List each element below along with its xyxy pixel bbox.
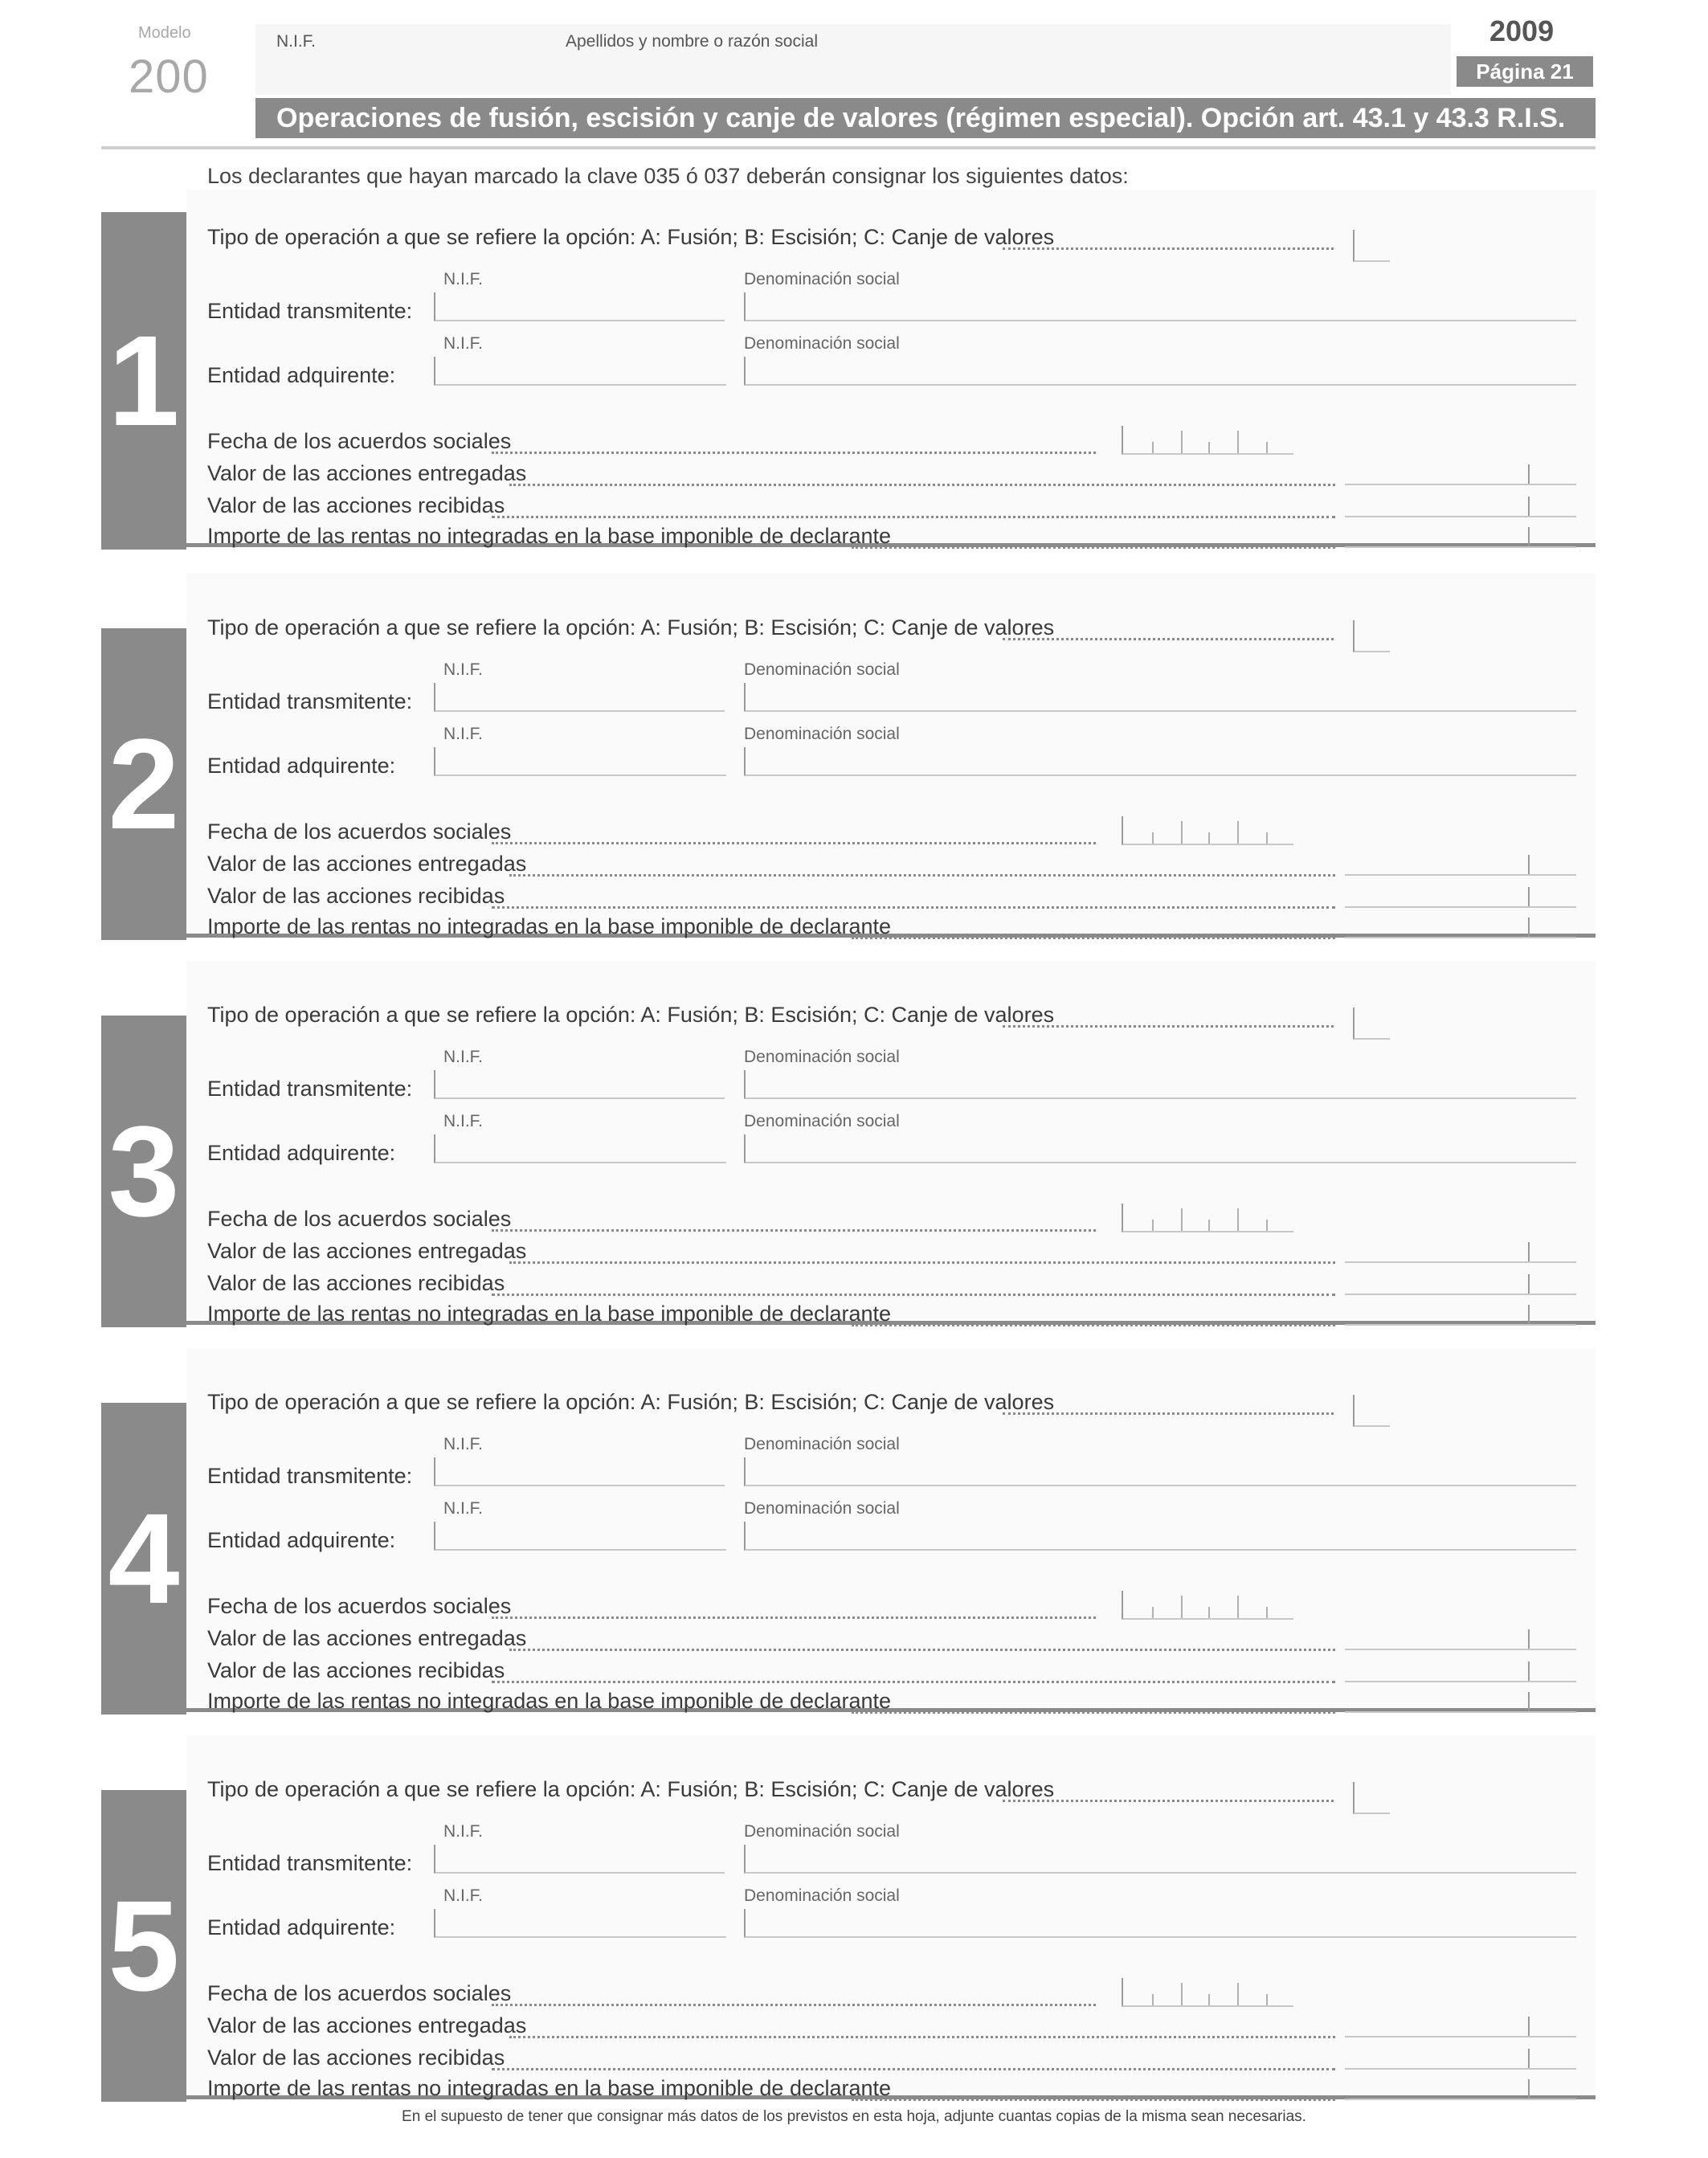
rentas-label: Importe de las rentas no integradas en la base imponible de declarante xyxy=(207,2076,892,2100)
transmitente-denominacion-caption: Denominación social xyxy=(744,660,900,679)
operation-type-label: Tipo de operación a que se refiere la opción: A: Fusión; B: Escisión; C: Canje de valores xyxy=(207,1390,1055,1414)
modelo-label: Modelo xyxy=(138,24,191,42)
page-number-tab: Página 21 xyxy=(1457,56,1593,87)
recibidas-amount-input[interactable] xyxy=(1345,884,1576,908)
transmitente-nif-input[interactable] xyxy=(434,292,725,321)
entregadas-label: Valor de las acciones entregadas xyxy=(207,2013,527,2037)
adquirente-denominacion-input[interactable] xyxy=(744,1522,1576,1551)
entregadas-amount-input[interactable] xyxy=(1345,1626,1576,1650)
page-title: Operaciones de fusión, escisión y canje de valores (régimen especial). Opción art. 43.1 y 43.3 R.I.S. xyxy=(255,98,1596,138)
adquirente-nif-input[interactable] xyxy=(434,747,726,776)
leader-dots xyxy=(492,906,1335,909)
operation-type-label: Tipo de operación a que se refiere la opción: A: Fusión; B: Escisión; C: Canje de valores xyxy=(207,225,1055,249)
section-number: 1 xyxy=(101,212,186,550)
transmitente-label: Entidad transmitente: xyxy=(207,1464,413,1488)
entregadas-amount-input[interactable] xyxy=(1345,852,1576,876)
fecha-label: Fecha de los acuerdos sociales xyxy=(207,1981,512,2005)
operation-type-input[interactable] xyxy=(1353,230,1390,262)
entregadas-label: Valor de las acciones entregadas xyxy=(207,852,527,876)
leader-dots xyxy=(492,1681,1335,1683)
operation-section-2 xyxy=(101,574,1596,940)
adquirente-nif-input[interactable] xyxy=(434,1522,726,1551)
adquirente-label: Entidad adquirente: xyxy=(207,1528,396,1552)
leader-dots xyxy=(509,1649,1335,1651)
leader-dots xyxy=(509,874,1335,877)
transmitente-nif-input[interactable] xyxy=(434,683,725,712)
operation-type-input[interactable] xyxy=(1353,1395,1390,1427)
leader-dots xyxy=(1003,1800,1334,1802)
rentas-amount-input[interactable] xyxy=(1345,1689,1576,1713)
entregadas-label: Valor de las acciones entregadas xyxy=(207,1239,527,1263)
adquirente-nif-caption: N.I.F. xyxy=(443,1886,484,1905)
rentas-label: Importe de las rentas no integradas en la base imponible de declarante xyxy=(207,914,892,938)
transmitente-nif-caption: N.I.F. xyxy=(443,660,484,679)
header-nif-label: N.I.F. xyxy=(276,32,317,51)
adquirente-nif-caption: N.I.F. xyxy=(443,334,484,353)
rentas-amount-input[interactable] xyxy=(1345,2076,1576,2100)
leader-dots xyxy=(492,452,1096,454)
leader-dots xyxy=(492,1616,1096,1619)
fecha-label: Fecha de los acuerdos sociales xyxy=(207,819,512,844)
adquirente-denominacion-input[interactable] xyxy=(744,1134,1576,1163)
transmitente-denominacion-input[interactable] xyxy=(744,1070,1576,1099)
leader-dots xyxy=(852,2099,1335,2101)
adquirente-label: Entidad adquirente: xyxy=(207,1915,396,1939)
rentas-amount-input[interactable] xyxy=(1345,524,1576,548)
transmitente-denominacion-input[interactable] xyxy=(744,1457,1576,1486)
operation-section-1 xyxy=(101,190,1596,550)
operation-section-4 xyxy=(101,1348,1596,1715)
adquirente-nif-caption: N.I.F. xyxy=(443,1112,484,1130)
modelo-number: 200 xyxy=(129,51,209,103)
fecha-date-input[interactable] xyxy=(1122,816,1293,845)
entregadas-amount-input[interactable] xyxy=(1345,1239,1576,1263)
form-year: 2009 xyxy=(1489,14,1555,47)
section-number: 2 xyxy=(101,628,186,940)
header-name-label: Apellidos y nombre o razón social xyxy=(566,32,818,51)
adquirente-label: Entidad adquirente: xyxy=(207,1141,396,1165)
leader-dots xyxy=(509,1261,1335,1264)
transmitente-label: Entidad transmitente: xyxy=(207,689,413,713)
recibidas-label: Valor de las acciones recibidas xyxy=(207,884,505,908)
adquirente-nif-input[interactable] xyxy=(434,357,726,386)
section-number: 5 xyxy=(101,1790,186,2102)
transmitente-denominacion-caption: Denominación social xyxy=(744,1435,900,1453)
adquirente-denominacion-caption: Denominación social xyxy=(744,1112,900,1130)
transmitente-nif-input[interactable] xyxy=(434,1070,725,1099)
transmitente-label: Entidad transmitente: xyxy=(207,299,413,323)
transmitente-label: Entidad transmitente: xyxy=(207,1851,413,1875)
entregadas-amount-input[interactable] xyxy=(1345,2013,1576,2037)
rentas-label: Importe de las rentas no integradas en la base imponible de declarante xyxy=(207,524,892,548)
operation-type-input[interactable] xyxy=(1353,1782,1390,1814)
header-divider xyxy=(101,146,1596,149)
transmitente-label: Entidad transmitente: xyxy=(207,1077,413,1101)
transmitente-nif-input[interactable] xyxy=(434,1845,725,1874)
recibidas-amount-input[interactable] xyxy=(1345,1271,1576,1295)
recibidas-amount-input[interactable] xyxy=(1345,1658,1576,1682)
entregadas-label: Valor de las acciones entregadas xyxy=(207,1626,527,1650)
transmitente-denominacion-input[interactable] xyxy=(744,683,1576,712)
adquirente-nif-input[interactable] xyxy=(434,1134,726,1163)
adquirente-nif-input[interactable] xyxy=(434,1909,726,1938)
section-number: 3 xyxy=(101,1016,186,1327)
fecha-date-input[interactable] xyxy=(1122,426,1293,455)
recibidas-label: Valor de las acciones recibidas xyxy=(207,493,505,517)
entregadas-label: Valor de las acciones entregadas xyxy=(207,461,527,485)
rentas-amount-input[interactable] xyxy=(1345,1302,1576,1326)
footer-note: En el supuesto de tener que consignar más datos de los previstos en esta hoja, adjunte cuantas copias de la misma sean necesarias. xyxy=(402,2108,1306,2125)
operation-type-label: Tipo de operación a que se refiere la opción: A: Fusión; B: Escisión; C: Canje de valores xyxy=(207,1003,1055,1027)
adquirente-denominacion-caption: Denominación social xyxy=(744,725,900,743)
leader-dots xyxy=(852,1324,1335,1326)
leader-dots xyxy=(1003,1025,1334,1028)
transmitente-denominacion-input[interactable] xyxy=(744,292,1576,321)
fecha-date-input[interactable] xyxy=(1122,1591,1293,1620)
adquirente-label: Entidad adquirente: xyxy=(207,363,396,387)
rentas-label: Importe de las rentas no integradas en la base imponible de declarante xyxy=(207,1302,892,1326)
leader-dots xyxy=(1003,247,1334,250)
leader-dots xyxy=(509,484,1335,486)
transmitente-nif-caption: N.I.F. xyxy=(443,1822,484,1841)
transmitente-nif-caption: N.I.F. xyxy=(443,1435,484,1453)
leader-dots xyxy=(1003,1412,1334,1415)
operation-type-input[interactable] xyxy=(1353,620,1390,652)
leader-dots xyxy=(1003,638,1334,640)
leader-dots xyxy=(492,2004,1096,2006)
leader-dots xyxy=(492,842,1096,844)
adquirente-denominacion-input[interactable] xyxy=(744,1909,1576,1938)
adquirente-nif-caption: N.I.F. xyxy=(443,1499,484,1518)
adquirente-nif-caption: N.I.F. xyxy=(443,725,484,743)
recibidas-label: Valor de las acciones recibidas xyxy=(207,1658,505,1682)
recibidas-amount-input[interactable] xyxy=(1345,493,1576,517)
adquirente-denominacion-caption: Denominación social xyxy=(744,334,900,353)
adquirente-denominacion-input[interactable] xyxy=(744,747,1576,776)
transmitente-nif-input[interactable] xyxy=(434,1457,725,1486)
operation-section-3 xyxy=(101,961,1596,1327)
section-number: 4 xyxy=(101,1403,186,1715)
operation-type-label: Tipo de operación a que se refiere la opción: A: Fusión; B: Escisión; C: Canje de valores xyxy=(207,1777,1055,1801)
leader-dots xyxy=(492,2068,1335,2070)
adquirente-denominacion-input[interactable] xyxy=(744,357,1576,386)
entregadas-amount-input[interactable] xyxy=(1345,461,1576,485)
recibidas-amount-input[interactable] xyxy=(1345,2046,1576,2070)
leader-dots xyxy=(509,2036,1335,2038)
transmitente-denominacion-input[interactable] xyxy=(744,1845,1576,1874)
adquirente-denominacion-caption: Denominación social xyxy=(744,1499,900,1518)
rentas-label: Importe de las rentas no integradas en la base imponible de declarante xyxy=(207,1689,892,1713)
fecha-label: Fecha de los acuerdos sociales xyxy=(207,429,512,453)
adquirente-label: Entidad adquirente: xyxy=(207,754,396,778)
fecha-label: Fecha de los acuerdos sociales xyxy=(207,1207,512,1231)
recibidas-label: Valor de las acciones recibidas xyxy=(207,1271,505,1295)
fecha-date-input[interactable] xyxy=(1122,1978,1293,2007)
recibidas-label: Valor de las acciones recibidas xyxy=(207,2046,505,2070)
transmitente-nif-caption: N.I.F. xyxy=(443,270,484,288)
fecha-date-input[interactable] xyxy=(1122,1204,1293,1232)
operation-type-input[interactable] xyxy=(1353,1007,1390,1040)
leader-dots xyxy=(492,516,1335,518)
intro-text: Los declarantes que hayan marcado la clave 035 ó 037 deberán consignar los siguientes datos: xyxy=(207,164,1129,188)
fecha-label: Fecha de los acuerdos sociales xyxy=(207,1594,512,1618)
operation-type-label: Tipo de operación a que se refiere la opción: A: Fusión; B: Escisión; C: Canje de valores xyxy=(207,615,1055,640)
leader-dots xyxy=(852,546,1335,549)
leader-dots xyxy=(492,1229,1096,1232)
leader-dots xyxy=(852,937,1335,939)
transmitente-nif-caption: N.I.F. xyxy=(443,1048,484,1066)
transmitente-denominacion-caption: Denominación social xyxy=(744,270,900,288)
leader-dots xyxy=(492,1294,1335,1296)
adquirente-denominacion-caption: Denominación social xyxy=(744,1886,900,1905)
transmitente-denominacion-caption: Denominación social xyxy=(744,1822,900,1841)
header-background xyxy=(255,24,1451,95)
operation-section-5 xyxy=(101,1735,1596,2102)
rentas-amount-input[interactable] xyxy=(1345,914,1576,938)
leader-dots xyxy=(852,1711,1335,1714)
transmitente-denominacion-caption: Denominación social xyxy=(744,1048,900,1066)
